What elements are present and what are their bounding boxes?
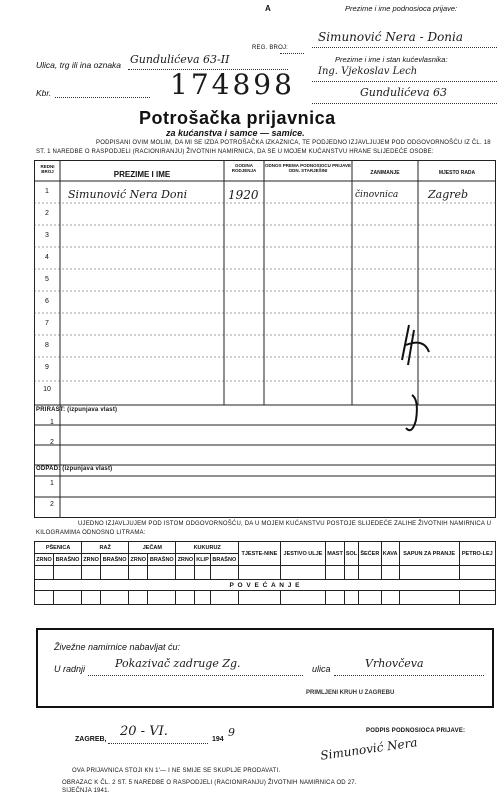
supply-sub: KLIP xyxy=(195,554,210,566)
row1-year: 1920 xyxy=(228,188,259,202)
supply-col-ulje: JESTIVO ULJE xyxy=(280,542,325,566)
footer-year-prefix: 194 xyxy=(212,736,224,743)
row1-occupation: činovnica xyxy=(355,190,399,200)
signature-label: PODPIS PODNOSIOCA PRIJAVE: xyxy=(366,728,466,734)
supply-group-raz: RAŽ xyxy=(82,542,129,554)
stamp-text: PRIMLJENI KRUH U ZAGREBU xyxy=(306,690,395,696)
header-godina: GODINA RODJENJA xyxy=(231,163,257,173)
supply-group-psenica: PŠENICA xyxy=(35,542,82,554)
row-number: 9 xyxy=(45,364,49,371)
odpad-num-1: 1 xyxy=(50,480,54,487)
reg-broj-line xyxy=(280,49,304,54)
purchase-street-label: ulica xyxy=(312,664,331,674)
row1-workplace: Zagreb xyxy=(428,188,469,201)
supply-sub: BRAŠNO xyxy=(53,554,81,566)
kbr-label: Kbr. xyxy=(36,88,52,98)
owner-address: Gundulićeva 63 xyxy=(360,86,448,99)
header-redni-broj: REDNI BROJ xyxy=(40,164,55,174)
prirast-num-2: 2 xyxy=(50,439,54,446)
row-numbers xyxy=(35,181,59,401)
purchase-street-line xyxy=(334,674,484,676)
shop-line xyxy=(88,674,303,676)
row-number: 2 xyxy=(45,210,49,217)
prirast-label: PRIRAST: (izpunjava vlast) xyxy=(36,407,118,413)
supply-increase-label: P O V E Ć A N J E xyxy=(35,580,496,591)
footer-date: 20 - VI. xyxy=(120,724,168,739)
street-value: Gundulićeva 63-II xyxy=(130,53,230,66)
row-number: 10 xyxy=(43,386,51,393)
page-subtitle: za kućanstva i samce — samice. xyxy=(166,128,305,138)
supply-declaration: UJEDNO IZJAVLJUJEM POD ISTOM ODGOVORNOŠĆU, DA U MOJEM KUĆANSTVU POSTOJE SLIJEDEĆE ZALIHE ŽIVOTNIH NAMIRNICA U KILOGRAMIMA ODNOSNO LITRAMA: xyxy=(36,521,492,536)
row-number: 8 xyxy=(45,342,49,349)
owner-value: Ing. Vjekoslav Lech xyxy=(318,66,418,77)
supply-sub: BRAŠNO xyxy=(148,554,176,566)
row1-name: Simunović Nera Doni xyxy=(68,188,188,201)
supply-sub: BRAŠNO xyxy=(101,554,129,566)
series-letter: A xyxy=(265,4,271,13)
declaration-text: PODPISANI OVIM MOLIM, DA MI SE IZDA POTROŠAČKA IZKAZNICA, TE PODJEDNO IZJAVLJUJEM POD ODGOVORNOŠĆU IZ ČL. 18 ST. 1 NAREDBE O RASPODJELI (RACIONIRANJU) ŽIVOTNIH NAMIRNICA, DA SE U MOJEM KUĆANSTVU HRANE SLIJEDEĆE OSOBE: xyxy=(36,140,491,155)
submitter-label: Prezime i ime podnosioca prijave: xyxy=(345,4,458,13)
persons-table xyxy=(34,160,496,518)
odpad-num-2: 2 xyxy=(50,501,54,508)
serial-number: 174898 xyxy=(170,68,295,101)
footer-year-suffix: 9 xyxy=(228,726,235,739)
supply-sub: ZRNO xyxy=(82,554,101,566)
header-odnos: ODNOS PREMA PODNOSIOCU PRIJAVE ODN. STARJEŠINI xyxy=(264,163,351,173)
purchase-street-value: Vrhovčeva xyxy=(365,657,424,670)
footer-note-1: OVA PRIJAVNICA STOJI KN 1'— I NE SMIJE SE SKUPLJE PRODAVATI. xyxy=(72,768,281,774)
footer-date-line xyxy=(108,742,208,744)
odpad-label: ODPAD: (izpunjava vlast) xyxy=(36,466,113,472)
supply-sub: ZRNO xyxy=(176,554,195,566)
supply-table xyxy=(34,541,496,605)
kbr-line xyxy=(55,96,150,98)
owner-address-line xyxy=(312,102,497,104)
purchase-label: Živežne namirnice nabavljat ću: xyxy=(54,642,181,652)
footer-note-2: OBRAZAC K ČL. 2 ST. 5 NAREDBE O RASPODJELI (RACIONIRANJU) ŽIVOTNIH NAMIRNICA OD 27. SIJEČNJA 1941. xyxy=(62,780,357,794)
supply-sub: BRAŠNO xyxy=(210,554,238,566)
supply-group-jecam: JEČAM xyxy=(129,542,176,554)
supply-col-sapun: SAPUN ZA PRANJE xyxy=(399,542,459,566)
prirast-num-1: 1 xyxy=(50,419,54,426)
shop-value: Pokazivač zadruge Zg. xyxy=(115,657,241,670)
owner-label: Prezime i ime i stan kućevlasnika: xyxy=(335,55,448,64)
row-number: 6 xyxy=(45,298,49,305)
row-number: 5 xyxy=(45,276,49,283)
margin-scribble xyxy=(402,325,429,430)
street-label: Ulica, trg ili ina oznaka xyxy=(36,60,122,70)
submitter-line xyxy=(312,46,497,48)
row-number: 1 xyxy=(45,188,49,195)
row-number: 7 xyxy=(45,320,49,327)
owner-line xyxy=(312,80,497,82)
supply-col-sol: SOL xyxy=(344,542,358,566)
submitter-value: Simunović Nera - Donia xyxy=(318,30,464,44)
supply-col-mast: MAST xyxy=(326,542,345,566)
supply-sub: ZRNO xyxy=(129,554,148,566)
row-number: 4 xyxy=(45,254,49,261)
reg-broj-label: REG. BROJ: xyxy=(252,45,289,51)
supply-sub: ZRNO xyxy=(35,554,54,566)
page-title: Potrošačka prijavnica xyxy=(139,108,336,128)
supply-col-secer: ŠEĆER xyxy=(358,542,381,566)
supply-col-kava: KAVA xyxy=(381,542,399,566)
supply-col-petrolej: PETRO-LEJ xyxy=(459,542,495,566)
header-mjesto-rada: MJESTO RADA xyxy=(438,170,476,176)
purchase-box xyxy=(36,628,494,708)
shop-label: U radnji xyxy=(54,664,86,674)
footer-city: ZAGREB, xyxy=(75,736,107,743)
supply-group-kukuruz: KUKURUZ xyxy=(176,542,239,554)
row-number: 3 xyxy=(45,232,49,239)
supply-col-tjestenine: TJESTE-NINE xyxy=(238,542,280,566)
header-zanimanje: ZANIMANJE xyxy=(370,170,400,176)
signature-value: Simunović Nera xyxy=(319,735,419,763)
header-prezime-ime: PREZIME I IME xyxy=(113,170,171,179)
